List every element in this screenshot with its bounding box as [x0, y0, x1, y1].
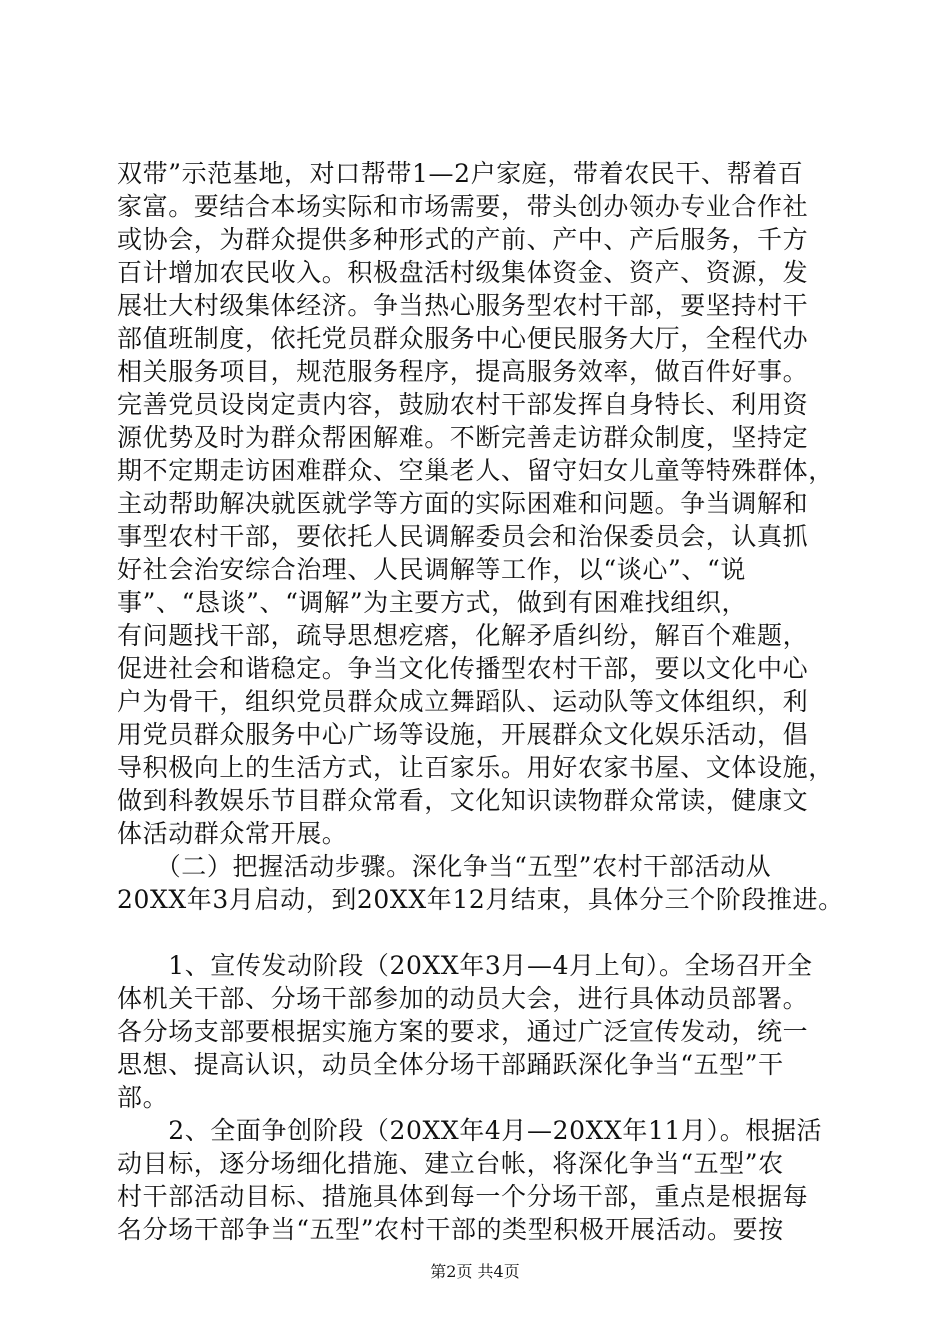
- text-line: 1、宣传发动阶段（20XX年3月—4月上旬）。全场召开全: [117, 951, 813, 980]
- text-line: 双带”示范基地，对口帮带1—2户家庭，带着农民干、帮着百: [117, 159, 804, 188]
- text-line: 名分场干部争当“五型”农村干部的类型积极开展活动。要按: [117, 1215, 784, 1244]
- text-line: 期不定期走访困难群众、空巢老人、留守妇女儿童等特殊群体，: [117, 456, 834, 485]
- text-line: （二）把握活动步骤。深化争当“五型”农村干部活动从: [117, 852, 772, 881]
- paragraph-2: [117, 850, 857, 916]
- text-line: 有问题找干部，疏导思想疙瘩，化解矛盾纠纷，解百个难题，: [117, 621, 809, 650]
- text-line: 源优势及时为群众帮困解难。不断完善走访群众制度，坚持定: [117, 423, 809, 452]
- text-line: 体活动群众常开展。: [117, 819, 348, 848]
- blank-line: [117, 916, 857, 949]
- text-line: 家富。要结合本场实际和市场需要，带头创办领办专业合作社: [117, 192, 809, 221]
- text-line: 户为骨干，组织党员群众成立舞蹈队、运动队等文体组织，利: [117, 687, 809, 716]
- text-line: 百计增加农民收入。积极盘活村级集体资金、资产、资源，发: [117, 258, 809, 287]
- text-line: 部。: [117, 1083, 169, 1112]
- document-body: [117, 157, 857, 1246]
- text-line: 导积极向上的生活方式，让百家乐。用好农家书屋、文体设施，: [117, 753, 834, 782]
- paragraph-3: [117, 949, 857, 1114]
- text-line: 事型农村干部，要依托人民调解委员会和治保委员会，认真抓: [117, 522, 809, 551]
- text-line: 各分场支部要根据实施方案的要求，通过广泛宣传发动，统一: [117, 1017, 809, 1046]
- text-line: 做到科教娱乐节目群众常看，文化知识读物群众常读，健康文: [117, 786, 809, 815]
- text-line: 展壮大村级集体经济。争当热心服务型农村干部，要坚持村干: [117, 291, 809, 320]
- text-line: 相关服务项目，规范服务程序，提高服务效率，做百件好事。: [117, 357, 809, 386]
- text-line: 20XX年3月启动，到20XX年12月结束，具体分三个阶段推进。: [117, 885, 844, 914]
- text-line: 2、全面争创阶段（20XX年4月—20XX年11月）。根据活: [117, 1116, 823, 1145]
- text-line: 村干部活动目标、措施具体到每一个分场干部，重点是根据每: [117, 1182, 809, 1211]
- text-line: 体机关干部、分场干部参加的动员大会，进行具体动员部署。: [117, 984, 809, 1013]
- text-line: 动目标，逐分场细化措施、建立台帐，将深化争当“五型”农: [117, 1149, 784, 1178]
- text-line: 促进社会和谐稳定。争当文化传播型农村干部，要以文化中心: [117, 654, 809, 683]
- paragraph-1: [117, 157, 857, 850]
- text-line: 或协会，为群众提供多种形式的产前、产中、产后服务，千方: [117, 225, 809, 254]
- text-line: 好社会治安综合治理、人民调解等工作，以“谈心”、“说: [117, 555, 746, 584]
- paragraph-4: [117, 1114, 857, 1246]
- page-number-footer: 第2页 共4页: [430, 1262, 520, 1281]
- text-line: 用党员群众服务中心广场等设施，开展群众文化娱乐活动，倡: [117, 720, 809, 749]
- text-line: 主动帮助解决就医就学等方面的实际困难和问题。争当调解和: [117, 489, 809, 518]
- text-line: 完善党员设岗定责内容，鼓励农村干部发挥自身特长、利用资: [117, 390, 809, 419]
- text-line: 事”、“恳谈”、“调解”为主要方式，做到有困难找组织，: [117, 588, 748, 617]
- text-line: 思想、提高认识，动员全体分场干部踊跃深化争当“五型”干: [117, 1050, 784, 1079]
- text-line: 部值班制度，依托党员群众服务中心便民服务大厅，全程代办: [117, 324, 809, 353]
